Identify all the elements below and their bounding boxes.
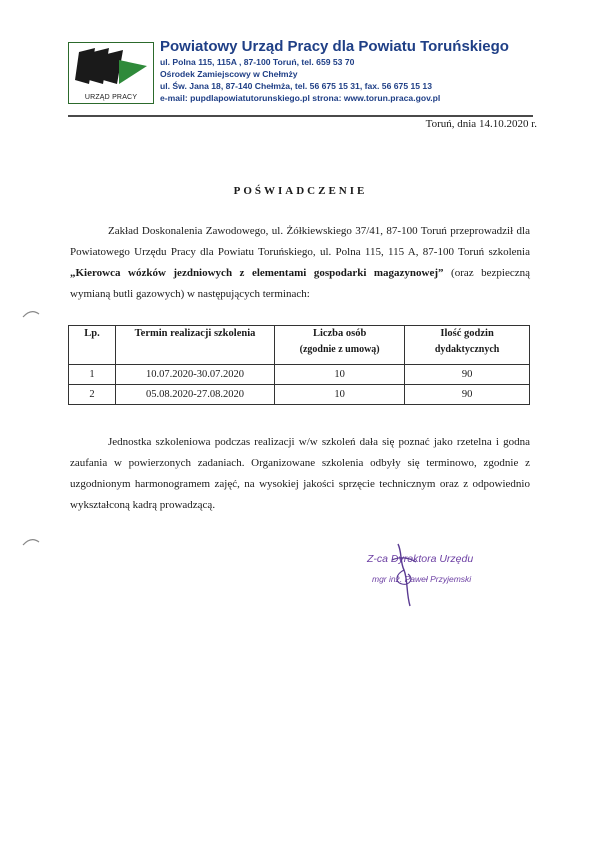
cell-liczba: 10 bbox=[275, 385, 405, 405]
logo-caption: URZĄD PRACY bbox=[84, 94, 138, 101]
header-godziny-label: Ilość godzin bbox=[440, 328, 494, 339]
header-divider bbox=[68, 115, 533, 117]
header-lp: Lp. bbox=[69, 326, 116, 365]
cell-liczba: 10 bbox=[275, 365, 405, 385]
punch-mark-icon bbox=[21, 308, 41, 318]
training-table bbox=[68, 325, 530, 405]
header-liczba-sub: (zgodnie z umową) bbox=[299, 344, 380, 355]
branch-name: Ośrodek Zamiejscowy w Chełmży bbox=[160, 69, 298, 79]
stamp-name: mgr inż. Paweł Przyjemski bbox=[372, 574, 472, 584]
header-godziny bbox=[405, 326, 530, 365]
assessment-paragraph bbox=[70, 432, 530, 516]
address-line: ul. Polna 115, 115A , 87-100 Toruń, tel. 659 53 70 bbox=[160, 57, 355, 67]
branch-address-line: ul. Św. Jana 18, 87-140 Chełmża, tel. 56 675 15 31, fax. 56 675 15 13 bbox=[160, 81, 432, 91]
stamp-position: Z-ca Dyrektora Urzędu bbox=[367, 553, 474, 565]
cell-lp: 1 bbox=[69, 365, 116, 385]
punch-mark-icon bbox=[21, 536, 41, 546]
handwritten-signature-icon bbox=[386, 540, 426, 610]
table-row bbox=[69, 385, 530, 405]
document-title: POŚWIADCZENIE bbox=[233, 185, 368, 197]
table-header-row bbox=[69, 326, 530, 365]
header-liczba bbox=[275, 326, 405, 365]
cell-godziny: 90 bbox=[405, 365, 530, 385]
indent bbox=[70, 225, 108, 237]
cell-termin: 10.07.2020-30.07.2020 bbox=[115, 365, 274, 385]
header-termin: Termin realizacji szkolenia bbox=[115, 326, 274, 365]
intro-text-part1: Zakład Doskonalenia Zawodowego, ul. Żółkiewskiego 37/41, 87-100 Toruń przeprowadził dla Powiatowego Urzędu Pracy dla Powiatu Toruńskiego, ul. Polna 115, 115 A, 87-100 Toruń szkolenia bbox=[70, 225, 530, 258]
header-liczba-label: Liczba osób bbox=[312, 328, 367, 339]
logo-graphic-icon bbox=[73, 46, 149, 90]
assessment-text: Jednostka szkoleniowa podczas realizacji w/w szkoleń dała się poznać jako rzetelna i godna zaufania w powierzonych zadaniach. Organizowane szkolenia odbyły się terminowo, zgodnie z uzgodnionym harmonogramem zajęć, na wysokiej jakości sprzęcie technicznym oraz z odpowiednio wykształconą kadrą prowadzącą. bbox=[70, 436, 530, 511]
training-name: „Kierowca wózków jezdniowych z elementami gospodarki magazynowej” bbox=[70, 267, 444, 279]
office-logo bbox=[68, 42, 154, 104]
table-row bbox=[69, 365, 530, 385]
organization-name: Powiatowy Urząd Pracy dla Powiatu Toruńskiego bbox=[160, 38, 509, 55]
intro-paragraph bbox=[70, 221, 530, 305]
cell-termin: 05.08.2020-27.08.2020 bbox=[115, 385, 274, 405]
header-godziny-sub: dydaktycznych bbox=[434, 344, 500, 355]
contact-line: e-mail: pupdlapowiatutorunskiego.pl strona: www.torun.praca.gov.pl bbox=[160, 93, 441, 103]
intro-text-part2: (oraz bezpieczną wymianą butli gazowych) w następujących terminach: bbox=[70, 267, 530, 300]
indent bbox=[70, 436, 108, 448]
cell-lp: 2 bbox=[69, 385, 116, 405]
place-and-date: Toruń, dnia 14.10.2020 r. bbox=[425, 118, 537, 130]
cell-godziny: 90 bbox=[405, 385, 530, 405]
